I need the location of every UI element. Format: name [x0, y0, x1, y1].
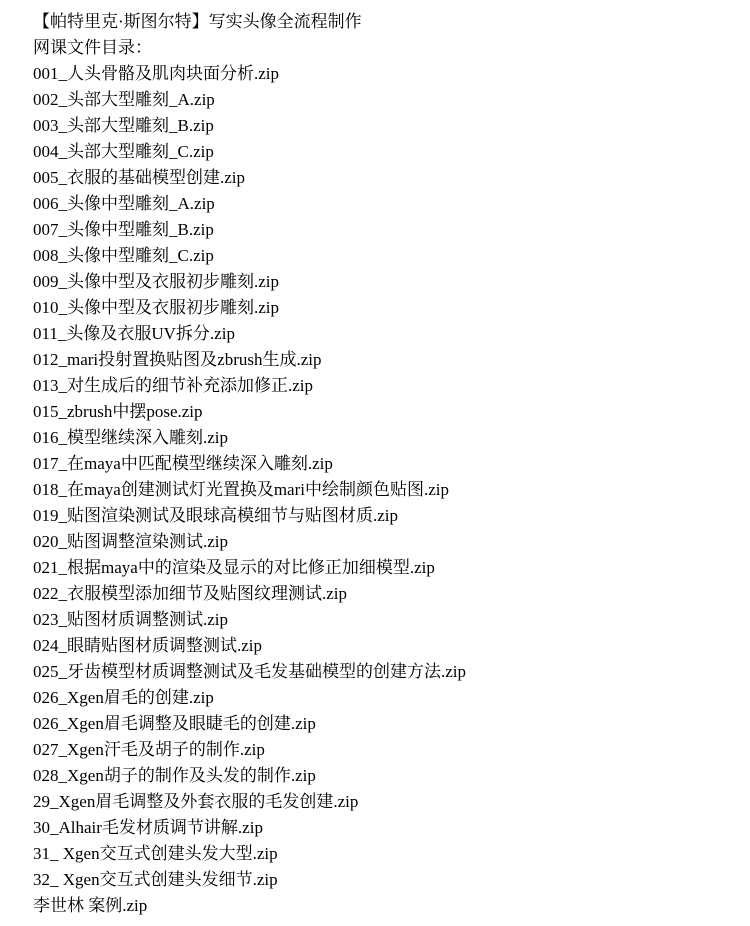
file-list-item: 004_头部大型雕刻_C.zip	[33, 142, 214, 161]
file-list-item: 017_在maya中匹配模型继续深入雕刻.zip	[33, 454, 333, 473]
file-list-item: 022_衣服模型添加细节及贴图纹理测试.zip	[33, 584, 348, 603]
file-list-item: 027_Xgen汗毛及胡子的制作.zip	[33, 740, 265, 759]
file-list-item: 028_Xgen胡子的制作及头发的制作.zip	[33, 766, 316, 785]
file-list-item: 026_Xgen眉毛的创建.zip	[33, 688, 214, 707]
file-list-item: 008_头像中型雕刻_C.zip	[33, 246, 214, 265]
file-list-item: 011_头像及衣服UV拆分.zip	[33, 324, 235, 343]
file-list-item: 001_人头骨骼及肌肉块面分析.zip	[33, 64, 280, 83]
file-list-item: 012_mari投射置换贴图及zbrush生成.zip	[33, 350, 322, 369]
directory-subtitle: 网课文件目录：	[33, 38, 152, 57]
file-list-item: 李世林 案例.zip	[33, 896, 148, 915]
file-list-item: 018_在maya创建测试灯光置换及mari中绘制颜色贴图.zip	[33, 480, 449, 499]
file-list-item: 021_根据maya中的渲染及显示的对比修正加细模型.zip	[33, 558, 435, 577]
file-list-item: 020_贴图调整渲染测试.zip	[33, 532, 229, 551]
file-list-item: 016_模型继续深入雕刻.zip	[33, 428, 229, 447]
file-list-item: 024_眼睛贴图材质调整测试.zip	[33, 636, 263, 655]
file-list-item: 005_衣服的基础模型创建.zip	[33, 168, 246, 187]
file-list-item: 30_Alhair毛发材质调节讲解.zip	[33, 818, 263, 837]
file-list-item: 32_ Xgen交互式创建头发细节.zip	[33, 870, 278, 889]
file-list-item: 009_头像中型及衣服初步雕刻.zip	[33, 272, 280, 291]
file-list-item: 003_头部大型雕刻_B.zip	[33, 116, 214, 135]
file-list-item: 013_对生成后的细节补充添加修正.zip	[33, 376, 314, 395]
page-title: 【帕特里克·斯图尔特】写实头像全流程制作	[33, 12, 362, 31]
file-list-item: 007_头像中型雕刻_B.zip	[33, 220, 214, 239]
file-list-item: 026_Xgen眉毛调整及眼睫毛的创建.zip	[33, 714, 316, 733]
file-list-item: 29_Xgen眉毛调整及外套衣服的毛发创建.zip	[33, 792, 359, 811]
file-list-item: 023_贴图材质调整测试.zip	[33, 610, 229, 629]
file-list-item: 015_zbrush中摆pose.zip	[33, 402, 203, 421]
file-list-item: 006_头像中型雕刻_A.zip	[33, 194, 215, 213]
file-list-item: 025_牙齿模型材质调整测试及毛发基础模型的创建方法.zip	[33, 662, 467, 681]
file-list-item: 002_头部大型雕刻_A.zip	[33, 90, 215, 109]
file-list-item: 019_贴图渲染测试及眼球高模细节与贴图材质.zip	[33, 506, 399, 525]
file-list-item: 010_头像中型及衣服初步雕刻.zip	[33, 298, 280, 317]
file-list-item: 31_ Xgen交互式创建头发大型.zip	[33, 844, 278, 863]
